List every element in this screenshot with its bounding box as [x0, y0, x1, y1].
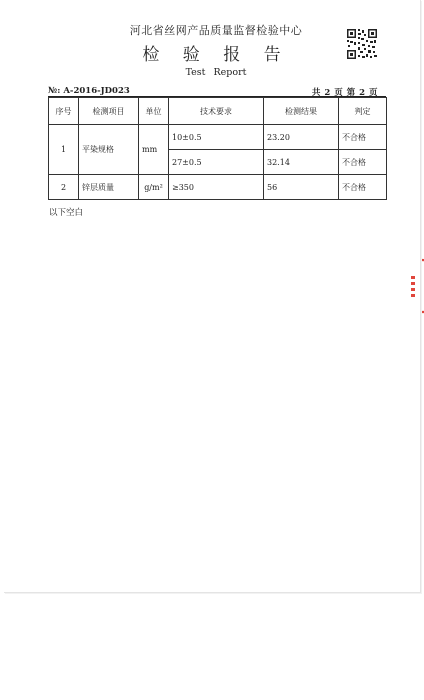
- requirement: ≥350: [169, 175, 264, 200]
- document-page: [4, 0, 421, 593]
- results-table: [48, 97, 387, 200]
- table-row: [49, 125, 387, 150]
- document-subtitle: Test Report: [185, 67, 247, 78]
- row-number: 2: [49, 175, 79, 200]
- seal-stamp-icon: [400, 258, 424, 314]
- row-number: 1: [49, 125, 79, 175]
- unit: mm: [139, 125, 169, 175]
- requirement: 27±0.5: [169, 150, 264, 175]
- test-item: 锌层质量: [79, 175, 139, 200]
- table-row: [49, 175, 387, 200]
- qr-code-icon: [346, 28, 378, 60]
- verdict: 不合格: [339, 150, 387, 175]
- result: 32.14: [264, 150, 339, 175]
- unit: g/m²: [139, 175, 169, 200]
- column-header-result: 检测结果: [264, 98, 339, 125]
- organization-name: 河北省丝网产品质量监督检验中心: [129, 24, 303, 37]
- result: 23.20: [264, 125, 339, 150]
- report-number: №: A-2016-JD023: [48, 86, 130, 96]
- column-header-requirement: 技术要求: [169, 98, 264, 125]
- column-header-item: 检测项目: [79, 98, 139, 125]
- verdict: 不合格: [339, 175, 387, 200]
- page-indicator: 共 2 页 第 2 页: [311, 88, 378, 98]
- test-item: 平染规格: [79, 125, 139, 175]
- result: 56: [264, 175, 339, 200]
- verdict: 不合格: [339, 125, 387, 150]
- table-header-row: [49, 98, 387, 125]
- requirement: 10±0.5: [169, 125, 264, 150]
- column-header-verdict: 判定: [339, 98, 387, 125]
- document-title: 检 验 报 告: [142, 45, 290, 65]
- remainder-blank-note: 以下空白: [49, 208, 84, 218]
- column-header-no: 序号: [49, 98, 79, 125]
- column-header-unit: 单位: [139, 98, 169, 125]
